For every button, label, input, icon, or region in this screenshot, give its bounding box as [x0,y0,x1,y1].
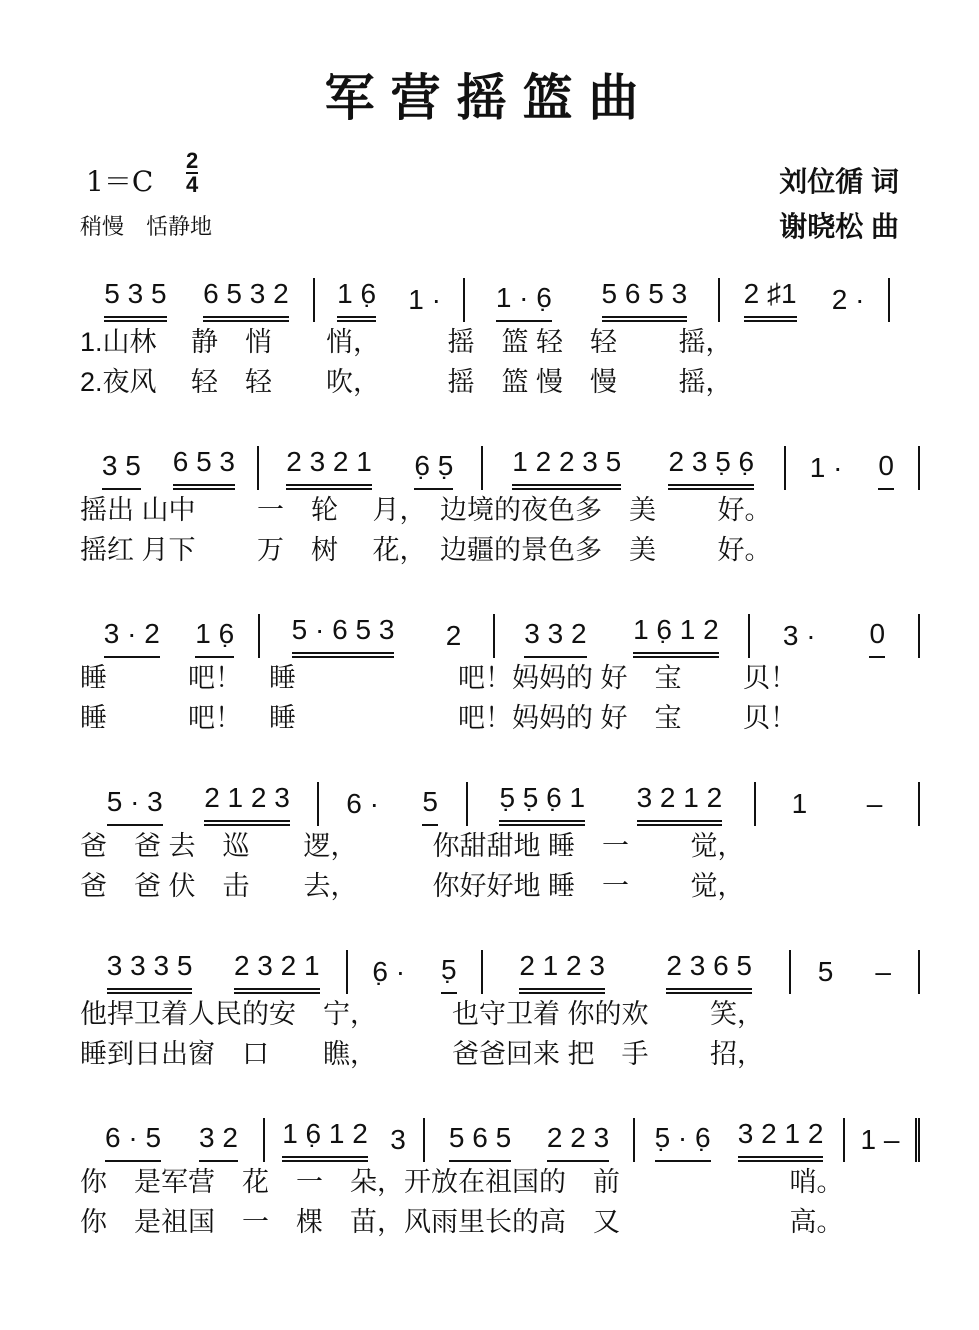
note-group: 0 [869,618,885,658]
lyric-line-verse-2: 2.夜风 轻 轻 吹， 摇 篮 慢 慢 摇， [80,367,733,397]
measure [495,614,750,658]
note-group: 3 3 2 [524,618,586,658]
note-group: 1 [791,788,808,819]
measure [791,950,920,994]
note-group: 1 – [860,1124,900,1155]
measure [786,446,920,490]
note-group: 2 3 2 1 [234,950,320,994]
measure [465,278,720,322]
lyric-line-verse-1: 他捍卫着人民的安 宁， 也守卫着 你的欢 笑， [80,999,765,1029]
measure [425,1118,635,1162]
lyric-line-verse-2: 睡到日出窗 口 瞧， 爸爸回来 把 手 招， [80,1039,765,1069]
notation-line [80,782,920,826]
note-group: 3 [390,1124,406,1155]
song-title: 军营摇篮曲 [324,68,655,127]
note-group: 3 2 1 2 [738,1118,824,1162]
lyric-line-verse-1: 睡 吧！ 睡 吧！妈妈的 好 宝 贝！ [80,663,798,693]
lyric-line-verse-1: 爸 爸 去 巡 逻， 你甜甜地 睡 一 觉， [80,831,745,861]
note-group: 3 2 1 2 [637,782,723,826]
lyric-line-verse-2: 摇红 月下 万 树 花， 边疆的景色多 美 好。 [80,535,772,565]
note-group: – [866,788,883,819]
note-group: 6 5 3 2 [203,278,289,322]
note-group: 5 · 3 [107,786,163,826]
score-system [80,614,920,738]
measure [80,950,348,994]
note-group: 3 3 3 5 [107,950,193,994]
measure [260,614,495,658]
note-group: 2 · [831,284,865,315]
note-group: 2 1 2 3 [204,782,290,826]
lyricist-credit: 刘位循 词 [779,166,899,197]
note-group: 5 [817,956,834,987]
note-group: 1 · 6̣ [496,282,552,322]
note-group: 5̣ 5̣ 6̣ 1 [499,782,585,826]
note-group: 6̣ 5̣ [414,450,453,490]
composer-credit: 谢晓松 曲 [779,211,899,242]
note-group: 2 1 2 3 [519,950,605,994]
measure [80,782,319,826]
note-group: 1 · [809,452,843,483]
time-signature [186,150,198,196]
note-group: 1 6̣ 1 2 [633,614,719,658]
time-bottom: 4 [186,172,199,197]
note-group: 2 2 3 [547,1122,609,1162]
measure [80,446,259,490]
score-system [80,782,920,906]
tempo-marking: 稍慢 恬静地 [80,214,213,239]
note-group: 1 6̣ [195,618,234,658]
note-group: 3 · [782,620,816,651]
note-group: 5̣ · 6̣ [655,1122,711,1162]
note-group: – [875,956,891,987]
note-group: 1 · [408,284,441,315]
time-top: 2 [186,148,199,173]
note-group: 5 6 5 [449,1122,511,1162]
note-group: 6̣ · [372,956,406,987]
measure [635,1118,845,1162]
score-system [80,446,920,570]
notation-line [80,1118,920,1162]
lyric-line-verse-1: 1.山林 静 悄 悄， 摇 篮 轻 轻 摇， [80,327,733,357]
notation-line [80,278,920,322]
note-group: 3 · 2 [104,618,160,658]
note-group: 5̣ [441,954,457,994]
note-group: 1 2 2 3 5 [512,446,621,490]
score-system [80,278,920,402]
score-system [80,1118,920,1242]
note-group: 1 6̣ [337,278,376,322]
note-group: 1 6̣ 1 2 [282,1118,368,1162]
note-group: 6 5 3 [173,446,235,490]
measure [720,278,890,322]
note-group: 3 5 [102,450,141,490]
measure [845,1118,920,1162]
note-group: 6 · 5 [105,1122,161,1162]
note-group: 5 [422,786,438,826]
measure [750,614,920,658]
lyric-line-verse-1: 摇出 山中 一 轮 月， 边境的夜色多 美 好。 [80,495,772,525]
measure [319,782,468,826]
note-group: 5 6 5 3 [602,278,688,322]
measure [80,1118,265,1162]
measure [468,782,756,826]
note-group: 6 · [346,788,379,819]
note-group: 2 3 2 1 [286,446,372,490]
measure [315,278,465,322]
notation-line [80,614,920,658]
note-group: 5 · 6 5 3 [292,614,395,658]
measure [80,278,315,322]
key-signature: 1＝C [86,165,154,198]
measure [80,614,260,658]
note-group: 0 [878,450,894,490]
measure [756,782,920,826]
note-group: 2 ♯1 [744,278,797,322]
measure [259,446,483,490]
measure [265,1118,425,1162]
lyric-line-verse-2: 爸 爸 伏 击 去， 你好好地 睡 一 觉， [80,871,745,901]
lyric-line-verse-1: 你 是军营 花 一 朵，开放在祖国的 前 哨。 [80,1167,844,1197]
measure [483,446,786,490]
lyric-line-verse-2: 你 是祖国 一 棵 苗，风雨里长的高 又 高。 [80,1207,844,1237]
note-group: 5 3 5 [104,278,166,322]
note-group: 2 3 6 5 [666,950,752,994]
lyric-line-verse-2: 睡 吧！ 睡 吧！妈妈的 好 宝 贝！ [80,703,798,733]
note-group: 2 [445,620,462,651]
notation-line [80,950,920,994]
measure [348,950,482,994]
notation-line [80,446,920,490]
note-group: 2 3 5̣ 6̣ [668,446,754,490]
score-system [80,950,920,1074]
note-group: 3 2 [199,1122,238,1162]
measure [483,950,791,994]
